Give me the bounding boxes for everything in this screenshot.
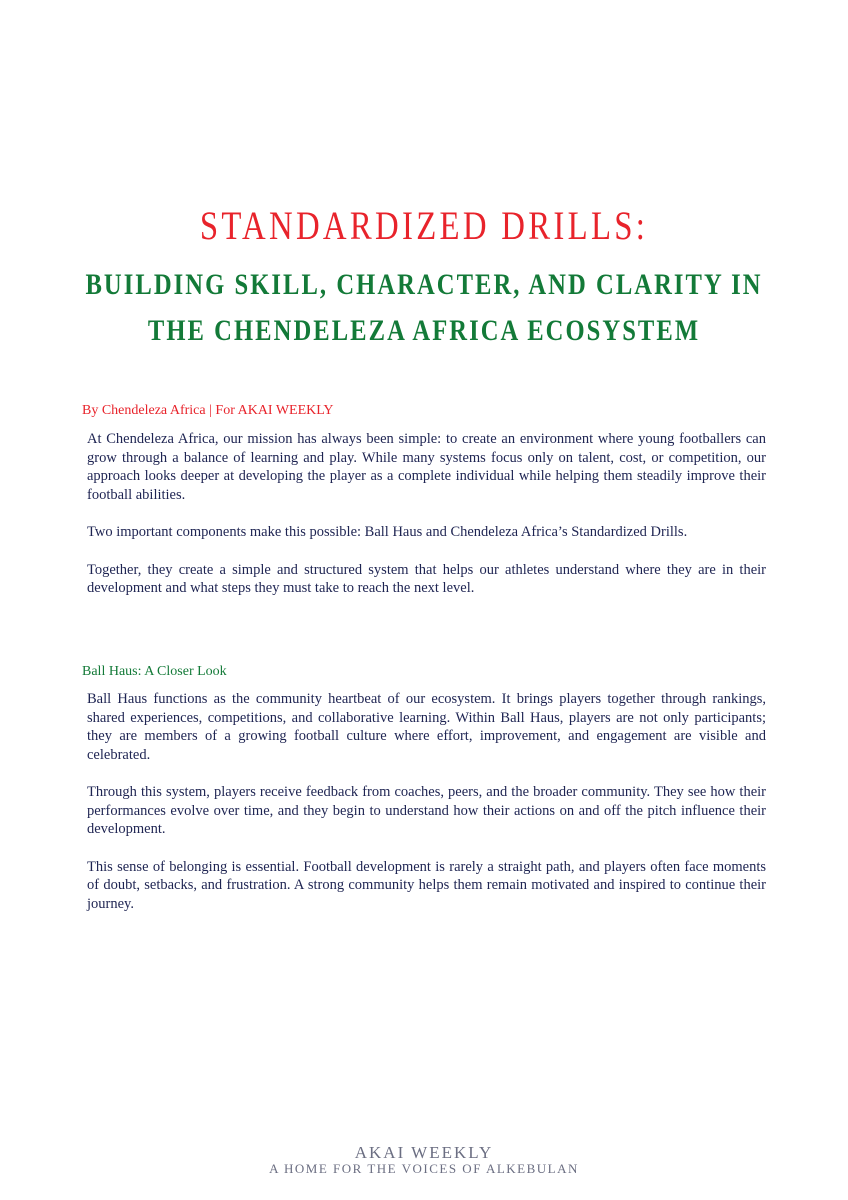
intro-paragraph-2: Two important components make this possible: Ball Haus and Chendeleza Africa’s Standardized Drills.	[87, 524, 688, 540]
footer-tagline: A HOME FOR THE VOICES OF ALKEBULAN	[269, 1161, 579, 1176]
intro-paragraph-1: At Chendeleza Africa, our mission has always been simple: to create an environment where young footballers can grow through a balance of learning and play. While many systems focus only on talent, cost, or competition, our approach looks deeper at developing the player as a complete individual while helping them steadily improve their football abilities.	[87, 431, 766, 503]
article-subtitle	[76, 262, 771, 354]
footer-brand: AKAI WEEKLY	[354, 1143, 494, 1162]
ball-haus-paragraph-2: Through this system, players receive feedback from coaches, peers, and the broader community. They see how their performances evolve over time, and they begin to understand how their actions on and off the pitch influence their development.	[87, 784, 766, 837]
intro-paragraph-3: Together, they create a simple and structured system that helps our athletes understand where they are in their development and what steps they must take to reach the next level.	[87, 561, 766, 596]
intro-section	[87, 430, 766, 617]
subtitle-line-2: THE CHENDELEZA AFRICA ECOSYSTEM	[147, 314, 701, 347]
article-title: STANDARDIZED DRILLS:	[199, 203, 649, 248]
footer	[0, 1144, 848, 1176]
subtitle-line-1: BUILDING SKILL, CHARACTER, AND CLARITY IN	[85, 268, 763, 301]
section-heading-ball-haus: Ball Haus: A Closer Look	[82, 664, 227, 679]
byline: By Chendeleza Africa | For AKAI WEEKLY	[82, 403, 334, 418]
ball-haus-paragraph-1: Ball Haus functions as the community heartbeat of our ecosystem. It brings players together through rankings, shared experiences, competitions, and collaborative learning. Within Ball Haus, players are not only participants; they are members of a growing football culture where effort, improvement, and engagement are visible and celebrated.	[87, 691, 766, 763]
ball-haus-paragraph-3: This sense of belonging is essential. Football development is rarely a straight path, and players often face moments of doubt, setbacks, and frustration. A strong community helps them remain motivated and inspired to continue their journey.	[87, 858, 766, 912]
ball-haus-section	[87, 690, 766, 932]
